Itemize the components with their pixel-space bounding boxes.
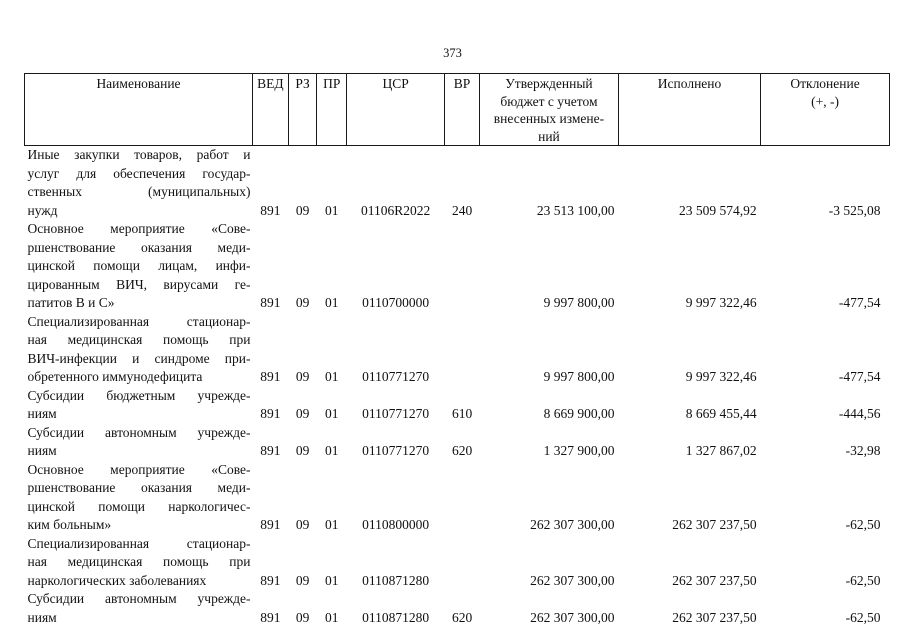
row-ved: 891: [260, 572, 281, 588]
row-name-line: услуг для обеспечения государ-: [27, 165, 251, 181]
row-rz: 09: [295, 295, 310, 310]
row-name-line: ниям: [27, 406, 57, 421]
row-name-line: ная медицинская помощь при: [27, 554, 251, 569]
table-row: [25, 146, 890, 221]
row-rz: 09: [295, 406, 310, 421]
row-rz: 09: [295, 443, 310, 458]
row-name-cell: [25, 461, 253, 535]
row-rz: 09: [295, 202, 310, 218]
row-name-line: наркологических заболеваниях: [27, 572, 207, 588]
row-name-line: ная медицинская помощь при: [27, 332, 251, 347]
row-vr: [445, 461, 480, 535]
row-vr: [445, 220, 480, 313]
row-executed: 262 307 237,50: [672, 572, 757, 588]
row-budget: 262 307 300,00: [530, 609, 615, 625]
row-budget: 9 997 800,00: [543, 369, 615, 384]
row-deviation: -3 525,08: [828, 202, 881, 218]
row-deviation: -444,56: [838, 406, 881, 421]
row-name-line: патитов В и С»: [27, 295, 115, 310]
page-number: 373: [443, 46, 462, 60]
row-ved: 891: [260, 202, 281, 218]
row-name-line: Основное мероприятие «Сове-: [27, 461, 251, 477]
header-rz: РЗ: [288, 74, 317, 146]
table-row: [25, 535, 890, 591]
row-csr: 0110800000: [362, 517, 430, 532]
header-pr: ПР: [317, 74, 347, 146]
header-csr: ЦСР: [347, 74, 445, 146]
table-row: [25, 220, 890, 313]
row-name-line: Субсидии автономным учрежде-: [27, 424, 251, 440]
row-name-line: Иные закупки товаров, работ и: [27, 147, 251, 162]
row-deviation: -477,54: [838, 295, 881, 310]
row-name-line: обретенного иммунодефицита: [27, 369, 203, 384]
header-executed: Исполнено: [618, 74, 760, 146]
row-pr: 01: [324, 572, 339, 588]
row-ved: 891: [260, 406, 281, 421]
row-vr: 620: [451, 443, 473, 458]
row-name-cell: [25, 590, 253, 627]
row-executed: 23 509 574,92: [678, 202, 757, 218]
row-vr: [445, 313, 480, 387]
row-vr: 240: [451, 202, 473, 218]
row-name-line: Специализированная стационар-: [27, 313, 251, 329]
row-name-line: ниям: [27, 443, 57, 458]
row-ved: 891: [260, 369, 281, 384]
row-vr: [445, 535, 480, 591]
table-row: [25, 313, 890, 387]
row-name-line: ршенствование оказания меди-: [27, 480, 251, 495]
row-csr: 01106R2022: [360, 202, 431, 218]
row-pr: 01: [324, 202, 339, 218]
row-budget: 262 307 300,00: [530, 572, 615, 588]
row-name-line: цинской помощи лицам, инфи-: [27, 258, 251, 273]
row-name-line: цинской помощи наркологичес-: [27, 498, 251, 514]
header-budget-line: внесенных измене-: [493, 111, 605, 126]
table-row: [25, 424, 890, 461]
row-name-cell: [25, 535, 253, 591]
row-name-cell: [25, 146, 253, 221]
row-csr: 0110871280: [362, 609, 430, 625]
row-pr: 01: [324, 609, 339, 625]
row-name-cell: [25, 313, 253, 387]
row-deviation: -62,50: [845, 572, 881, 588]
row-name-line: цированным ВИЧ, вирусами ге-: [27, 276, 251, 292]
row-csr: 0110771270: [362, 443, 430, 458]
row-name-line: Субсидии автономным учрежде-: [27, 591, 251, 606]
row-budget: 23 513 100,00: [536, 202, 615, 218]
budget-execution-table: [24, 73, 890, 627]
row-vr: 610: [451, 406, 473, 421]
row-rz: 09: [295, 572, 310, 588]
row-executed: 262 307 237,50: [672, 517, 757, 532]
table-row: [25, 387, 890, 424]
table-header: [25, 74, 890, 146]
row-deviation: -477,54: [838, 369, 881, 384]
row-name-line: Основное мероприятие «Сове-: [27, 221, 251, 236]
row-ved: 891: [260, 443, 281, 458]
row-budget: 262 307 300,00: [530, 517, 615, 532]
header-row: [25, 74, 890, 146]
row-name-line: ким больным»: [27, 517, 112, 532]
row-pr: 01: [324, 517, 339, 532]
row-name-line: нужд: [27, 202, 58, 218]
row-deviation: -62,50: [845, 517, 881, 532]
header-name: Наименование: [25, 74, 253, 146]
row-name-line: ниям: [27, 609, 57, 625]
row-name-cell: [25, 387, 253, 424]
table-row: [25, 590, 890, 627]
header-ved: ВЕД: [253, 74, 289, 146]
header-deviation-line: Отклонение: [790, 76, 860, 91]
row-rz: 09: [295, 609, 310, 625]
row-budget: 8 669 900,00: [543, 406, 615, 421]
row-budget: 9 997 800,00: [543, 295, 615, 310]
row-name-line: ственных (муниципальных): [27, 184, 251, 199]
table-row: [25, 461, 890, 535]
row-name-line: ршенствование оказания меди-: [27, 239, 251, 255]
row-deviation: -62,50: [845, 609, 881, 625]
row-ved: 891: [260, 295, 281, 310]
row-pr: 01: [324, 406, 339, 421]
row-pr: 01: [324, 295, 339, 310]
row-deviation: -32,98: [845, 443, 881, 458]
row-vr: 620: [451, 609, 473, 625]
header-budget-line: Утвержденный: [505, 76, 593, 91]
row-csr: 0110700000: [362, 295, 430, 310]
row-name-cell: [25, 220, 253, 313]
row-csr: 0110771270: [362, 406, 430, 421]
row-pr: 01: [324, 369, 339, 384]
header-budget-line: ний: [538, 128, 560, 144]
row-executed: 1 327 867,02: [685, 443, 757, 458]
row-rz: 09: [295, 517, 310, 532]
row-name-line: ВИЧ-инфекции и синдроме при-: [27, 350, 251, 366]
row-rz: 09: [295, 369, 310, 384]
table-body: [25, 146, 890, 628]
row-csr: 0110771270: [362, 369, 430, 384]
row-name-line: Специализированная стационар-: [27, 535, 251, 551]
header-budget-line: бюджет с учетом: [500, 93, 598, 109]
row-ved: 891: [260, 517, 281, 532]
row-name-line: Субсидии бюджетным учрежде-: [27, 387, 251, 403]
header-approved-budget: [479, 74, 618, 146]
row-executed: 9 997 322,46: [685, 295, 757, 310]
row-executed: 9 997 322,46: [685, 369, 757, 384]
header-vr: ВР: [445, 74, 480, 146]
row-executed: 262 307 237,50: [672, 609, 757, 625]
header-deviation: [761, 74, 890, 146]
row-pr: 01: [324, 443, 339, 458]
header-deviation-line: (+, -): [811, 93, 839, 109]
row-ved: 891: [260, 609, 281, 625]
row-budget: 1 327 900,00: [543, 443, 615, 458]
row-csr: 0110871280: [362, 572, 430, 588]
row-name-cell: [25, 424, 253, 461]
row-executed: 8 669 455,44: [685, 406, 757, 421]
